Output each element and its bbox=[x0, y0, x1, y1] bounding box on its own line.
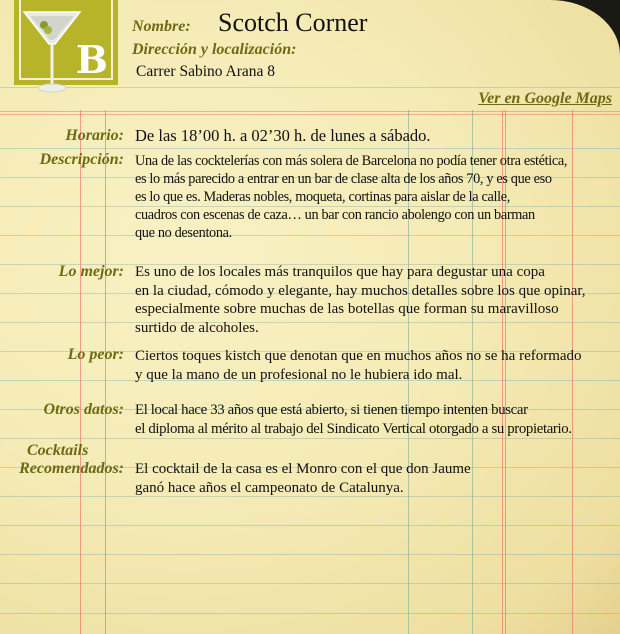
text-line: Una de las cocktelerías con más solera de Barcelona no podía tener otra estética, bbox=[135, 153, 568, 169]
text-line: especialmente sobre muchas de las botellas que forman su maravilloso bbox=[135, 301, 559, 317]
text-line: en la ciudad, cómodo y elegante, hay muchos detalles sobre los que opinar, bbox=[135, 282, 586, 299]
lo-mejor-text bbox=[135, 263, 586, 337]
otros-datos-text bbox=[135, 401, 572, 439]
address-label: Dirección y localización: bbox=[132, 41, 297, 58]
ruled-line bbox=[0, 554, 620, 555]
cocktails-label-line2: Recomendados: bbox=[19, 460, 124, 477]
text-line: cuadros con escenas de caza… un bar con rancio abolengo con un barman bbox=[135, 207, 535, 223]
descripcion-label: Descripción: bbox=[39, 151, 124, 168]
lo-mejor-label: Lo mejor: bbox=[58, 263, 124, 280]
bar-name: Scotch Corner bbox=[218, 8, 368, 37]
address-value: Carrer Sabino Arana 8 bbox=[136, 63, 276, 80]
ruled-line bbox=[0, 613, 620, 614]
google-maps-link[interactable]: Ver en Google Maps bbox=[478, 90, 612, 107]
cocktails-label-line1: Cocktails bbox=[27, 442, 89, 459]
text-line: y que la mano de un profesional no le hubiera ido mal. bbox=[135, 366, 463, 383]
horario-label: Horario: bbox=[65, 127, 124, 144]
text-line: El local hace 33 años que está abierto, si tienen tiempo intenten buscar bbox=[135, 402, 528, 418]
header-rule bbox=[0, 114, 620, 115]
text-line: Es uno de los locales más tranquilos que hay para degustar una copa bbox=[135, 264, 545, 280]
lo-peor-text bbox=[135, 347, 582, 384]
text-line: ganó hace años el campeonato de Catalunya. bbox=[135, 479, 404, 496]
horario-line: De las 18’00 h. a 02’30 h. de lunes a sábado. bbox=[135, 126, 431, 145]
ruled-line bbox=[0, 87, 620, 88]
cocktails-text bbox=[135, 460, 471, 497]
ruled-line bbox=[0, 148, 620, 149]
margin-rule bbox=[80, 110, 81, 634]
descripcion-text bbox=[135, 152, 567, 242]
ruled-line bbox=[0, 525, 620, 526]
text-line: que no desentona. bbox=[135, 225, 232, 241]
otros-datos-label: Otros datos: bbox=[43, 401, 124, 418]
lo-peor-label: Lo peor: bbox=[67, 346, 124, 363]
text-line: el diploma al mérito al trabajo del Sindicato Vertical otorgado a su propietario. bbox=[135, 421, 572, 437]
ruled-line bbox=[0, 583, 620, 584]
logo-letter: B bbox=[75, 37, 108, 82]
text-line: Ciertos toques kistch que denotan que en muchos años no se ha reformado bbox=[135, 348, 582, 364]
margin-rule bbox=[105, 110, 106, 634]
text-line: surtido de alcoholes. bbox=[135, 319, 259, 336]
text-line: El cocktail de la casa es el Monro con el que don Jaume bbox=[135, 461, 471, 477]
text-line: es lo más parecido a entrar en un bar de clase alta de los años 70, y es que eso bbox=[135, 171, 552, 187]
horario-text bbox=[135, 126, 431, 146]
header-rule bbox=[0, 111, 620, 112]
text-line: es lo que es. Maderas nobles, moqueta, cortinas para aislar de la calle, bbox=[135, 189, 510, 205]
name-label: Nombre: bbox=[132, 18, 191, 35]
martini-glass-icon bbox=[22, 8, 82, 94]
